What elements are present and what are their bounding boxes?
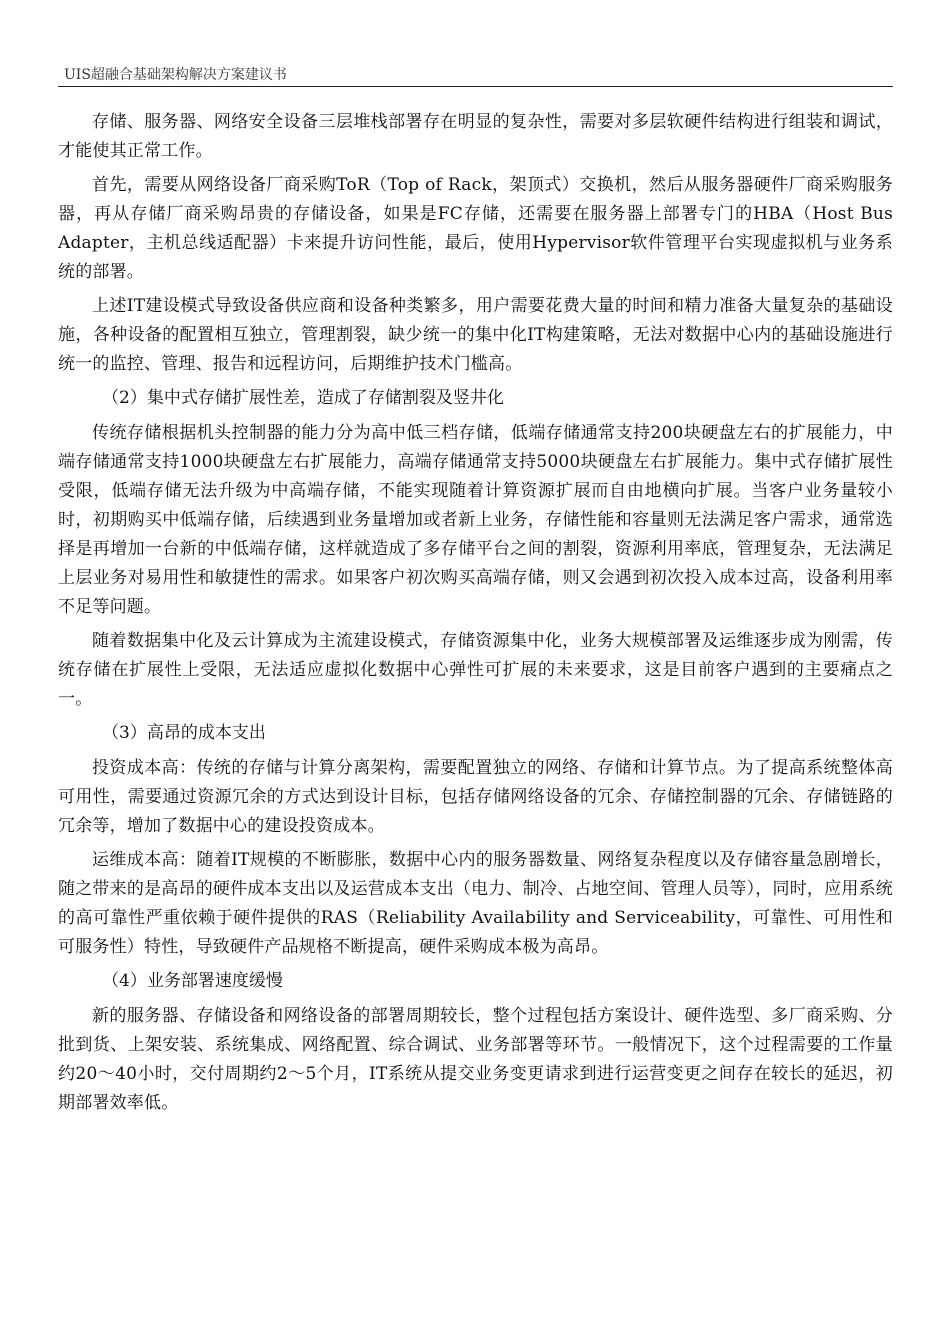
paragraph: 首先，需要从网络设备厂商采购ToR（Top of Rack，架顶式）交换机，然后从服务器硬件厂商采购服务器，再从存储厂商采购昂贵的存储设备，如果是FC存储，还需要在服务器上部署专门的HBA（Host Bus Adapter，主机总线适配器）卡来提升访问性能，最后，使用Hypervisor软件管理平台实现虚拟机与业务系统的部署。	[58, 175, 893, 282]
paragraph: 随着数据集中化及云计算成为主流建设模式，存储资源集中化，业务大规模部署及运维逐步成为刚需，传统存储在扩展性上受限，无法适应虚拟化数据中心弹性可扩展的未来要求，这是目前客户遇到的主要痛点之一。	[58, 631, 893, 709]
paragraph: 新的服务器、存储设备和网络设备的部署周期较长，整个过程包括方案设计、硬件选型、多厂商采购、分批到货、上架安装、系统集成、网络配置、综合调试、业务部署等环节。一般情况下，这个过程需要的工作量约20～40小时，交付周期约2～5个月，IT系统从提交业务变更请求到进行运营变更之间存在较长的延迟，初期部署效率低。	[58, 1006, 893, 1113]
section-heading: （4）业务部署速度缓慢	[102, 971, 283, 991]
paragraph: 传统存储根据机头控制器的能力分为高中低三档存储，低端存储通常支持200块硬盘左右的扩展能力，中端存储通常支持1000块硬盘左右扩展能力，高端存储通常支持5000块硬盘左右扩展能力。集中式存储扩展性受限，低端存储无法升级为中高端存储，不能实现随着计算资源扩展而自由地横向扩展。当客户业务量较小时，初期购买中低端存储，后续遇到业务量增加或者新上业务，存储性能和容量则无法满足客户需求，通常选择是再增加一台新的中低端存储，这样就造成了多存储平台之间的割裂，资源利用率底，管理复杂，无法满足上层业务对易用性和敏捷性的需求。如果客户初次购买高端存储，则又会遇到初次投入成本过高，设备利用率不足等问题。	[58, 423, 893, 617]
section-heading: （2）集中式存储扩展性差，造成了存储割裂及竖井化	[102, 388, 504, 408]
paragraph: 上述IT建设模式导致设备供应商和设备种类繁多，用户需要花费大量的时间和精力准备大量复杂的基础设施，各种设备的配置相互独立，管理割裂，缺少统一的集中化IT构建策略，无法对数据中心内的基础设施进行统一的监控、管理、报告和远程访问，后期维护技术门槛高。	[58, 296, 893, 374]
paragraph: 运维成本高：随着IT规模的不断膨胀，数据中心内的服务器数量、网络复杂程度以及存储容量急剧增长，随之带来的是高昂的硬件成本支出以及运营成本支出（电力、制冷、占地空间、管理人员等），同时，应用系统的高可靠性严重依赖于硬件提供的RAS（Reliability Availability and Serviceability，可靠性、可用性和可服务性）特性，导致硬件产品规格不断提高，硬件采购成本极为高昂。	[58, 850, 893, 957]
paragraph: 存储、服务器、网络安全设备三层堆栈部署存在明显的复杂性，需要对多层软硬件结构进行组装和调试，才能使其正常工作。	[58, 112, 893, 161]
page-header	[58, 64, 893, 87]
paragraph: 投资成本高：传统的存储与计算分离架构，需要配置独立的网络、存储和计算节点。为了提高系统整体高可用性，需要通过资源冗余的方式达到设计目标，包括存储网络设备的冗余、存储控制器的冗余、存储链路的冗余等，增加了数据中心的建设投资成本。	[58, 758, 893, 836]
section-heading: （3）高昂的成本支出	[102, 723, 266, 743]
document-body	[58, 108, 893, 1123]
header-title: UIS超融合基础架构解决方案建议书	[64, 67, 287, 83]
